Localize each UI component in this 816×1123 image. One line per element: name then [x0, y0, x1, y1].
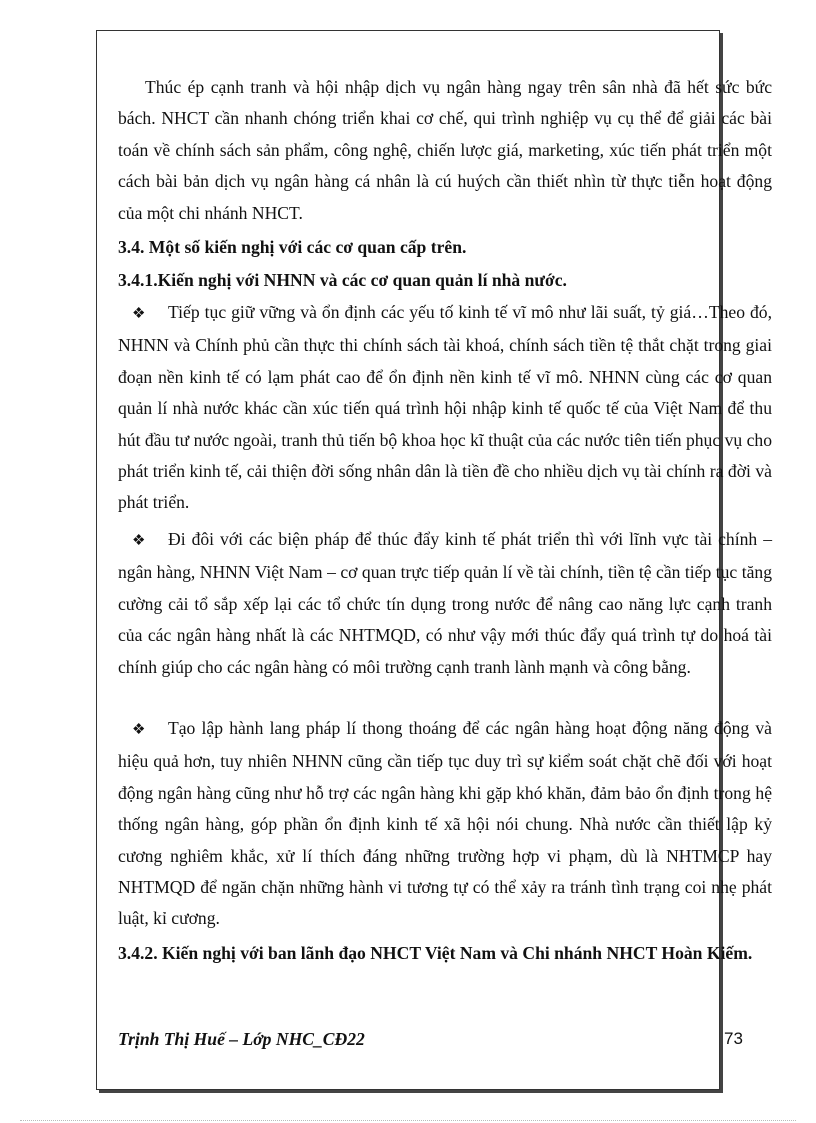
diamond-bullet-icon: ❖ — [132, 722, 146, 738]
subsection-1-heading: 3.4.1.Kiến nghị với NHNN và các cơ quan quản lí nhà nước. — [118, 270, 567, 290]
bullet-paragraph-1 — [118, 297, 772, 519]
bullet-paragraph-3 — [118, 713, 772, 935]
diamond-bullet-icon: ❖ — [132, 306, 146, 322]
page-number: 73 — [724, 1029, 743, 1048]
bullet-text: Tạo lập hành lang pháp lí thong thoáng để các ngân hàng hoạt động năng động và hiệu quả hơn, tuy nhiên NHNN cũng cần tiếp tục duy trì sự kiểm soát chặt chẽ đối với hoạt động ngân hàng cũng như hỗ trợ các ngân hàng khi gặp khó khăn, đảm bảo ổn định trong hệ thống ngân hàng, góp phần ổn định kinh tế xã hội nói chung. Nhà nước cần thiết lập kỷ cương nghiêm khắc, xử lí thích đáng những trường hợp vi phạm, dù là NHTMCP hay NHTMQD để ngăn chặn những hành vi tương tự có thể xảy ra tránh tình trạng coi nhẹ phát luật, kỉ cương. — [118, 718, 772, 929]
bullet-text: Tiếp tục giữ vững và ổn định các yếu tố kinh tế vĩ mô như lãi suất, tỷ giá…Theo đó, NHNN và Chính phủ cần thực thi chính sách tài khoá, chính sách tiền tệ thắt chặt trong giai đoạn nền kinh tế có lạm phát cao để ổn định nền kinh tế vĩ mô. NHNN cùng các cơ quan quản lí nhà nước khác cần xúc tiến quá trình hội nhập kinh tế quốc tế của Việt Nam để thu hút đầu tư nước ngoài, tranh thủ tiến bộ khoa học kĩ thuật của các nước tiên tiến phục vụ cho phát triển kinh tế, cải thiện đời sống nhân dân là tiền đề cho nhiều dịch vụ tài chính ra đời và phát triển. — [118, 302, 772, 513]
bullet-paragraph-2 — [118, 524, 772, 683]
bullet-text: Đi đôi với các biện pháp để thúc đẩy kinh tế phát triển thì với lĩnh vực tài chính – ngân hàng, NHNN Việt Nam – cơ quan trực tiếp quản lí về tài chính, tiền tệ cần tiếp tục tăng cường cải tổ sắp xếp lại các tổ chức tín dụng trong nước để nâng cao năng lực cạnh tranh của các ngân hàng nhất là các NHTMQD, có như vậy mới thúc đẩy quá trình tự do hoá tài chính giúp cho các ngân hàng có môi trường cạnh tranh lành mạnh và công bằng. — [118, 529, 772, 677]
intro-paragraph: Thúc ép cạnh tranh và hội nhập dịch vụ ngân hàng ngay trên sân nhà đã hết sức bức bách. NHCT cần nhanh chóng triển khai cơ chế, qui trình nghiệp vụ cụ thể để giải các bài toán về chính sách sản phẩm, công nghệ, chiến lược giá, marketing, xúc tiến phát triển một cách bài bản dịch vụ ngân hàng cá nhân là cú huých cần thiết nhìn từ thực tiễn hoạt động của một chi nhánh NHCT. — [118, 77, 772, 223]
section-heading: 3.4. Một số kiến nghị với các cơ quan cấp trên. — [118, 237, 467, 257]
subsection-2-heading: 3.4.2. Kiến nghị với ban lãnh đạo NHCT Việt Nam và Chi nhánh NHCT Hoàn Kiếm. — [118, 943, 753, 963]
bottom-divider — [20, 1120, 796, 1121]
diamond-bullet-icon: ❖ — [132, 533, 146, 549]
footer-author: Trịnh Thị Huế – Lớp NHC_CĐ22 — [118, 1029, 365, 1049]
